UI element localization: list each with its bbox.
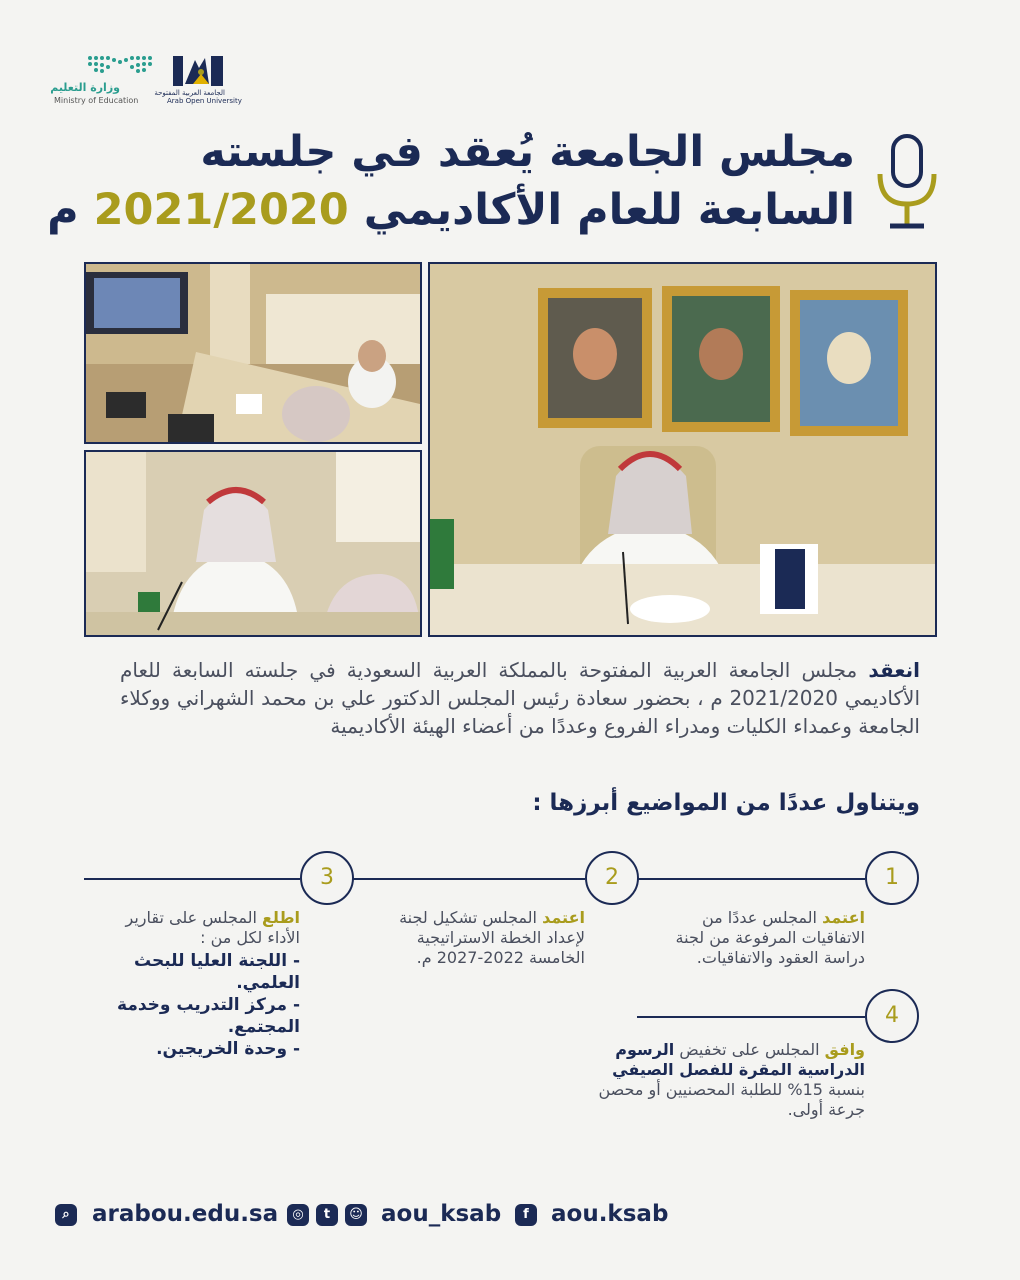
intro-lead-word: انعقد <box>868 658 920 682</box>
topic-3-keyword: اطلع <box>261 908 300 927</box>
moe-english-name: Ministry of Education <box>54 96 139 105</box>
list-item: - اللجنة العليا للبحث العلمي. <box>133 951 300 993</box>
title-suffix: م <box>47 185 79 235</box>
twitter-icon[interactable]: t <box>316 1204 338 1226</box>
topic-1-keyword: اعتمد <box>822 908 865 927</box>
topics-heading: ويتناول عددًا من المواضيع أبرزها : <box>532 790 920 816</box>
ministry-of-education-logo <box>52 50 162 106</box>
connector-line-4 <box>637 1016 865 1018</box>
portrait-frames <box>538 286 908 436</box>
topic-3-list <box>92 950 300 1060</box>
page-title-line-2 <box>47 184 855 236</box>
intro-body: مجلس الجامعة العربية المفتوحة بالمملكة العربية السعودية في جلسته السابعة للعام الأكاديمي 2021/2020 م ، بحضور سعادة رئيس المجلس الدكتور علي بن محمد الشهراني ووكلاء الجامعة وعمداء الكليات ومدراء الفروع وعددًا من أعضاء الهيئة الأكاديمية <box>120 658 920 738</box>
aou-arabic-name: الجامعة العربية المفتوحة <box>154 89 225 97</box>
search-icon: ⌕ <box>55 1204 77 1226</box>
meeting-photo-room <box>84 262 422 444</box>
topic-4-text <box>580 1040 865 1120</box>
meeting-photo-member <box>84 450 422 637</box>
topic-2-body: المجلس تشكيل لجنة لإعداد الخطة الاستراتيجية الخامسة 2022-2027 م. <box>399 908 585 967</box>
topic-1-body: المجلس عددًا من الاتفاقيات المرفوعة من لجنة دراسة العقود والاتفاقيات. <box>675 908 865 967</box>
moe-arabic-name: وزارة التعليم <box>50 81 120 94</box>
facebook-icon[interactable]: f <box>515 1204 537 1226</box>
topic-number-4: 4 <box>865 989 919 1043</box>
intro-paragraph <box>120 656 920 740</box>
topic-number-1: 1 <box>865 851 919 905</box>
topic-1-text <box>660 908 865 968</box>
meeting-photo-main <box>428 262 937 637</box>
title-year: 2021/2020 <box>93 185 349 235</box>
social-handle[interactable]: aou_ksab <box>381 1201 502 1227</box>
instagram-icon[interactable]: ◎ <box>287 1204 309 1226</box>
list-item: - مركز التدريب وخدمة المجتمع. <box>117 995 300 1037</box>
list-item: - وحدة الخريجين. <box>156 1039 300 1059</box>
topic-2-keyword: اعتمد <box>542 908 585 927</box>
microphone-icon <box>874 134 940 234</box>
topic-number-2: 2 <box>585 851 639 905</box>
topic-3-body: المجلس على تقارير الأداء لكل من : <box>125 908 300 947</box>
website-link[interactable]: arabou.edu.sa <box>92 1201 279 1227</box>
aou-english-name: Arab Open University <box>167 97 242 105</box>
facebook-handle[interactable]: aou.ksab <box>551 1201 669 1227</box>
topic-number-3: 3 <box>300 851 354 905</box>
topic-2-text <box>380 908 585 968</box>
topic-3-text <box>92 908 300 1060</box>
connector-line-3 <box>84 878 300 880</box>
snapchat-icon[interactable]: ☺ <box>345 1204 367 1226</box>
moe-logo-mark <box>52 50 162 80</box>
title-prefix: السابعة للعام الأكاديمي <box>363 185 855 235</box>
page-title-line-1: مجلس الجامعة يُعقد في جلسته <box>200 127 855 177</box>
arab-open-university-logo <box>154 50 242 106</box>
topic-4-body-b: بنسبة 15% للطلبة المحصنيين أو محصن جرعة أولى. <box>598 1080 865 1119</box>
connector-line-2 <box>352 878 585 880</box>
connector-line-1 <box>637 878 865 880</box>
topic-4-emphasis: الرسوم الدراسية المقرة للفصل الصيفي <box>612 1040 865 1079</box>
topic-4-body-a: المجلس على تخفيض <box>679 1040 820 1059</box>
aou-logo-mark <box>171 54 231 88</box>
topic-4-keyword: وافق <box>824 1040 865 1059</box>
